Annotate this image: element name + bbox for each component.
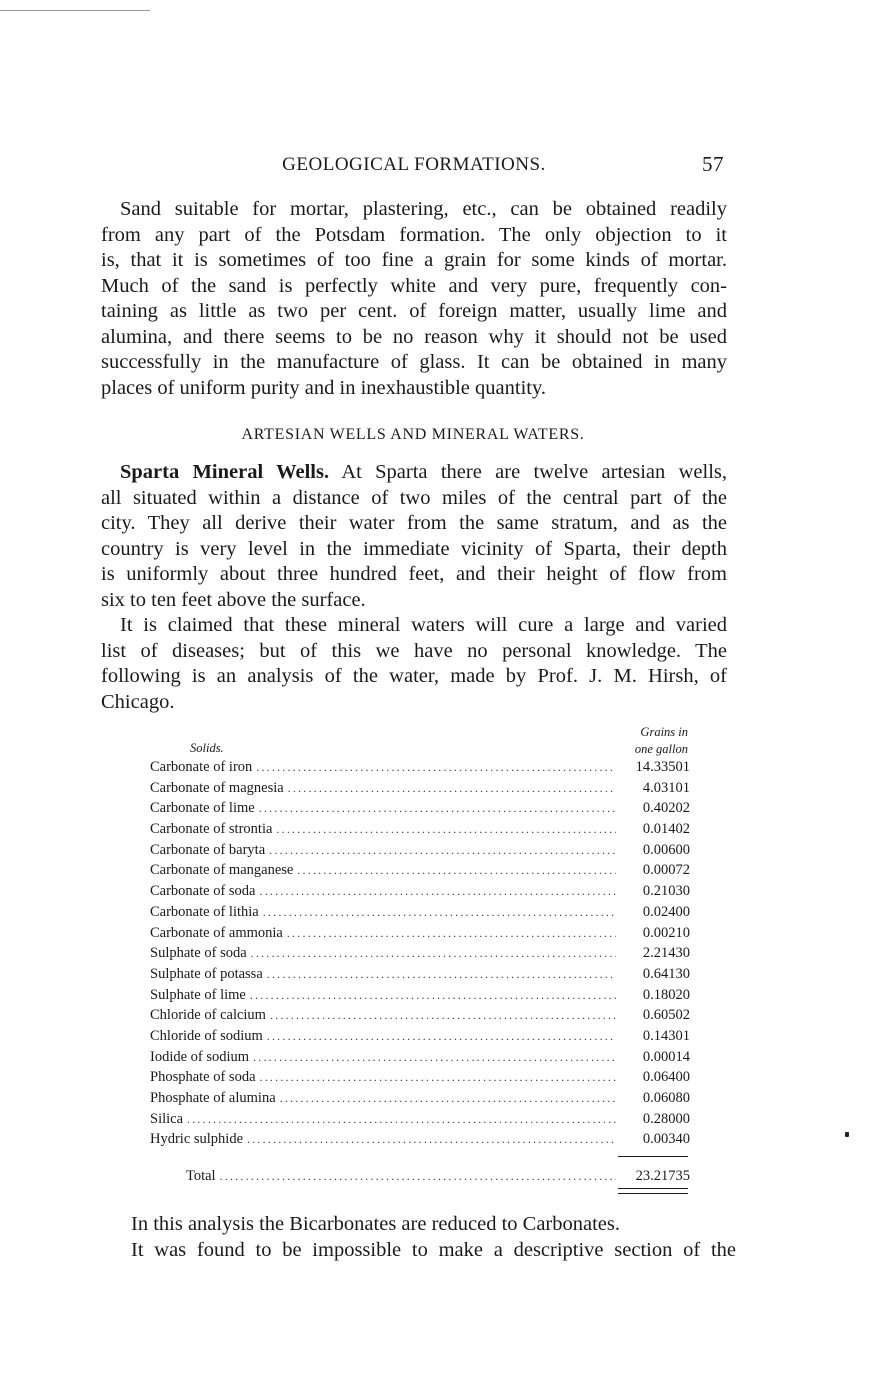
- table-row: [150, 800, 690, 821]
- solid-name: Carbonate of iron: [150, 759, 253, 775]
- dot-leader: [251, 946, 616, 961]
- dot-leader: [270, 1008, 616, 1023]
- solid-name: Iodide of sodium: [150, 1048, 250, 1065]
- dot-leader: [263, 905, 616, 920]
- grains-heading-line: Grains in: [640, 725, 688, 739]
- solid-name: Carbonate of ammonia: [150, 924, 283, 941]
- running-head: [100, 154, 728, 182]
- grains-value: 0.00014: [642, 1048, 690, 1065]
- grains-value: 0.06400: [642, 1069, 690, 1086]
- grains-value: 0.14301: [642, 1027, 690, 1044]
- text-line: places of uniform purity and in inexhaustible quantity.: [101, 376, 547, 399]
- dot-leader: [269, 843, 616, 858]
- page-number: 57: [702, 152, 724, 176]
- grains-value: 0.64130: [642, 965, 690, 982]
- grains-value: 0.00072: [642, 862, 690, 879]
- table-row: [150, 1028, 690, 1049]
- text-line: taining as little as two per cent. of foreign matter, usually lime and: [101, 300, 727, 322]
- dot-leader: [287, 926, 616, 941]
- ink-speck: [845, 1132, 849, 1137]
- solid-name: Chloride of calcium: [150, 1007, 266, 1024]
- table-row: [150, 821, 690, 842]
- dot-leader: [260, 884, 617, 899]
- dot-leader: [276, 822, 616, 837]
- run-in-heading: Sparta Mineral Wells.: [120, 461, 330, 483]
- grains-value: 0.00600: [642, 841, 690, 858]
- table-row: [150, 883, 690, 904]
- dot-leader: [253, 1050, 616, 1065]
- scan-edge-rule: [0, 10, 150, 11]
- analysis-table: [150, 722, 690, 1202]
- total-row: [186, 1168, 690, 1185]
- text-line: is, that it is sometimes of too fine a grain for some kinds of mortar.: [101, 249, 727, 271]
- table-row: [150, 966, 690, 987]
- grains-value: 2.21430: [642, 945, 690, 962]
- solids-column-heading: Solids.: [190, 741, 224, 755]
- dot-leader: [256, 760, 616, 775]
- dot-leader: [288, 781, 616, 796]
- text-line: Chicago.: [101, 690, 175, 713]
- paragraph-sand: [101, 197, 727, 401]
- text-line: is uniformly about three hundred feet, and their height of flow from: [101, 563, 727, 585]
- table-row: [150, 842, 690, 863]
- table-row: [150, 1131, 690, 1152]
- dot-leader: [187, 1112, 616, 1127]
- solid-name: Hydric sulphide: [150, 1131, 244, 1148]
- section-heading: ARTESIAN WELLS AND MINERAL WATERS.: [241, 426, 585, 443]
- solid-name: Carbonate of strontia: [150, 821, 273, 838]
- table-row: [150, 1007, 690, 1028]
- text-line: following is an analysis of the water, made by Prof. J. M. Hirsh, of: [101, 665, 727, 687]
- dot-leader: [220, 1169, 616, 1184]
- solid-name: Sulphate of lime: [150, 986, 246, 1003]
- solid-name: Sulphate of potassa: [150, 965, 263, 982]
- solid-name: Carbonate of baryta: [150, 841, 266, 858]
- table-row: [150, 1069, 690, 1090]
- dot-leader: [297, 863, 616, 878]
- table-row: [150, 904, 690, 925]
- total-value: 23.21735: [635, 1168, 690, 1184]
- text-line: list of diseases; but of this we have no personal knowledge. The: [101, 639, 727, 662]
- grains-value: 0.00210: [642, 924, 690, 941]
- grains-value: 0.00340: [642, 1131, 690, 1148]
- text-line: successfully in the manufacture of glass. It can be obtained in many: [101, 351, 727, 373]
- grains-value: 0.60502: [642, 1007, 690, 1024]
- grains-value: 0.18020: [642, 986, 690, 1003]
- solid-name: Sulphate of soda: [150, 945, 247, 962]
- analysis-rows: [150, 759, 690, 1152]
- grains-column-heading: [635, 724, 688, 758]
- grains-value: 0.40202: [642, 800, 690, 817]
- text-line: alumina, and there seems to be no reason why it should not be used: [101, 325, 727, 348]
- grains-value: 0.28000: [642, 1110, 690, 1127]
- text-line: all situated within a distance of two miles of the central part of the: [101, 486, 727, 509]
- dot-leader: [260, 1070, 616, 1085]
- table-row: [150, 925, 690, 946]
- text-line: Sand suitable for mortar, plastering, etc., can be obtained readily: [120, 198, 727, 220]
- text-line: [101, 460, 727, 486]
- table-row: [150, 945, 690, 966]
- text-line: It was found to be impossible to make a descriptive section of the: [131, 1239, 736, 1261]
- table-row: [150, 862, 690, 883]
- solid-name: Carbonate of soda: [150, 883, 256, 900]
- grains-value: 0.01402: [642, 821, 690, 838]
- text-line: It is claimed that these mineral waters will cure a large and varied: [120, 614, 727, 636]
- paragraph-section: [131, 1238, 736, 1264]
- grains-value: 4.03101: [642, 779, 690, 796]
- text-line: country is very level in the immediate vicinity of Sparta, their depth: [101, 537, 727, 560]
- table-row: [150, 1111, 690, 1132]
- table-row: [150, 987, 690, 1008]
- solid-name: Carbonate of lithia: [150, 903, 259, 920]
- grains-value: 14.33501: [635, 759, 690, 775]
- grains-heading-line: one gallon: [634, 742, 688, 756]
- dot-leader: [267, 967, 616, 982]
- solid-name: Carbonate of magnesia: [150, 779, 284, 796]
- text-line: Much of the sand is perfectly white and very pure, frequently con-: [101, 274, 727, 297]
- dot-leader: [280, 1091, 616, 1106]
- running-title: GEOLOGICAL FORMATIONS.: [282, 154, 546, 175]
- text-line: six to ten feet above the surface.: [101, 588, 366, 611]
- grains-value: 0.02400: [642, 903, 690, 920]
- solid-name: Chloride of sodium: [150, 1027, 263, 1044]
- table-row: [150, 780, 690, 801]
- sum-rule: [618, 1156, 688, 1157]
- dot-leader: [267, 1029, 616, 1044]
- total-label: Total: [186, 1168, 216, 1184]
- solid-name: Carbonate of manganese: [150, 862, 294, 879]
- solid-name: Phosphate of alumina: [150, 1090, 276, 1106]
- paragraph-bicarbonates: [131, 1212, 731, 1238]
- double-rule: [618, 1188, 688, 1194]
- first-line-text: At Sparta there are twelve artesian wells,: [341, 461, 727, 483]
- paragraph-claims: [101, 613, 727, 715]
- grains-value: 0.06080: [642, 1090, 690, 1106]
- table-row: [150, 1090, 690, 1111]
- dot-leader: [250, 988, 616, 1003]
- text-line: In this analysis the Bicarbonates are reduced to Carbonates.: [131, 1213, 620, 1235]
- text-line: from any part of the Potsdam formation. The only objection to it: [101, 223, 727, 246]
- table-row: [150, 1049, 690, 1070]
- dot-leader: [247, 1132, 616, 1147]
- solid-name: Silica: [150, 1110, 184, 1127]
- paragraph-sparta: [101, 460, 727, 613]
- dot-leader: [259, 801, 616, 816]
- solid-name: Phosphate of soda: [150, 1069, 256, 1086]
- text-line: city. They all derive their water from the same stratum, and as the: [101, 512, 727, 534]
- solid-name: Carbonate of lime: [150, 800, 255, 817]
- grains-value: 0.21030: [642, 883, 690, 900]
- table-row: [150, 759, 690, 780]
